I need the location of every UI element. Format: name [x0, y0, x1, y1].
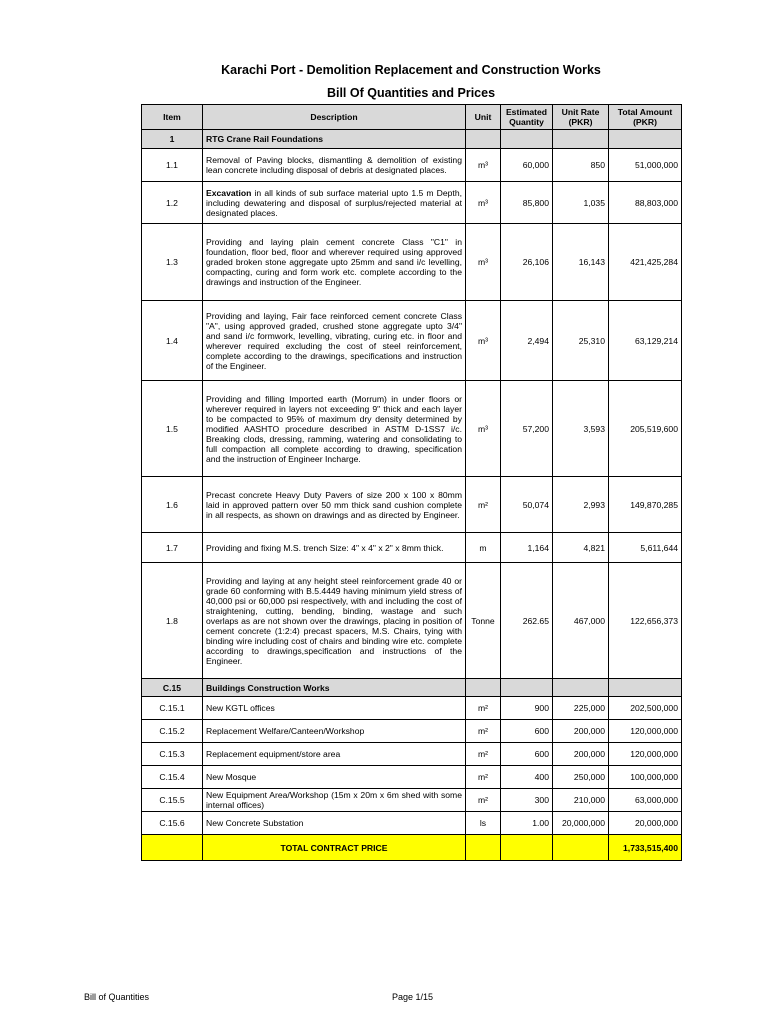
total-amount: 20,000,000 [609, 812, 682, 835]
item-unit: m² [466, 477, 501, 533]
total-empty-cell [553, 835, 609, 861]
table-row [142, 301, 682, 381]
unit-rate: 3,593 [553, 381, 609, 477]
estimated-quantity: 400 [501, 766, 553, 789]
item-unit: m [466, 533, 501, 563]
col-header-unit: Unit [466, 105, 501, 130]
table-row [142, 743, 682, 766]
item-description: RTG Crane Rail Foundations [203, 130, 466, 149]
item-unit [466, 679, 501, 697]
unit-rate: 210,000 [553, 789, 609, 812]
item-unit: ls [466, 812, 501, 835]
bill-of-quantities-table [141, 104, 682, 861]
table-row [142, 381, 682, 477]
unit-rate: 1,035 [553, 182, 609, 224]
table-row [142, 149, 682, 182]
item-description: New Concrete Substation [203, 812, 466, 835]
estimated-quantity: 600 [501, 720, 553, 743]
item-unit: m² [466, 789, 501, 812]
col-header-item: Item [142, 105, 203, 130]
estimated-quantity: 900 [501, 697, 553, 720]
item-description: New Mosque [203, 766, 466, 789]
item-number: 1.7 [142, 533, 203, 563]
total-amount: 63,129,214 [609, 301, 682, 381]
estimated-quantity: 26,106 [501, 224, 553, 301]
footer-page-number: Page 1/15 [392, 992, 434, 1002]
estimated-quantity: 300 [501, 789, 553, 812]
estimated-quantity [501, 679, 553, 697]
item-number: C.15.2 [142, 720, 203, 743]
total-label: TOTAL CONTRACT PRICE [203, 835, 466, 861]
estimated-quantity: 262.65 [501, 563, 553, 679]
unit-rate: 200,000 [553, 720, 609, 743]
description-bold-term: Excavation [206, 187, 252, 198]
item-number: 1.4 [142, 301, 203, 381]
unit-rate: 200,000 [553, 743, 609, 766]
table-row [142, 477, 682, 533]
total-amount [609, 130, 682, 149]
total-amount: 205,519,600 [609, 381, 682, 477]
item-number: 1.6 [142, 477, 203, 533]
total-amount: 122,656,373 [609, 563, 682, 679]
table-row [142, 766, 682, 789]
item-description: Providing and filling Imported earth (Morrum) in under floors or wherever required in layers not exceeding 9" thick and each layer to be compacted to 95% of maximum dry density determined by modified AASHTO procedure described in ASTM D-1SS7 i/c. Breaking clods, dressing, ramming, watering and consolidating to full compaction all complete according to drawing, specification and the instruction of Engineer Incharge. [203, 381, 466, 477]
item-description: Providing and laying plain cement concrete Class "C1" in foundation, floor bed, floor and wherever required using approved graded broken stone aggregate upto 25mm and sand i/c levelling, compacting, curing and form work etc. complete according to the drawings and instruction of the Engineer. [203, 224, 466, 301]
unit-rate [553, 679, 609, 697]
item-unit: m³ [466, 224, 501, 301]
item-description: Providing and fixing M.S. trench Size: 4" x 4" x 2" x 8mm thick. [203, 533, 466, 563]
item-unit: Tonne [466, 563, 501, 679]
estimated-quantity: 1,164 [501, 533, 553, 563]
item-description: Providing and laying at any height steel reinforcement grade 40 or grade 60 conforming with B.5.4449 having minimum yield stress of 40,000 psi or 60,000 psi respectively, with and including the cost of straightening, cutting, bending, binding, wastage and such overlaps as are not shown over the drawings, placing in position of cement concrete (1:2:4) precast spacers, M.S. Chairs, tying with binding wire including cost of chairs and binding wire etc. complete according to drawings,specification and instructions of the Engineer. [203, 563, 466, 679]
item-description [203, 182, 466, 224]
estimated-quantity: 2,494 [501, 301, 553, 381]
unit-rate: 225,000 [553, 697, 609, 720]
item-unit: m³ [466, 301, 501, 381]
document-subtitle: Bill Of Quantities and Prices [326, 86, 496, 100]
section-row [142, 679, 682, 697]
total-amount: 63,000,000 [609, 789, 682, 812]
col-header-estimated-quantity: Estimated Quantity [501, 105, 553, 130]
table-row [142, 182, 682, 224]
unit-rate: 467,000 [553, 563, 609, 679]
item-description: Buildings Construction Works [203, 679, 466, 697]
item-description: New Equipment Area/Workshop (15m x 20m x 6m shed with some internal offices) [203, 789, 466, 812]
item-unit [466, 130, 501, 149]
item-description: Replacement Welfare/Canteen/Workshop [203, 720, 466, 743]
col-header-total-amount: Total Amount (PKR) [609, 105, 682, 130]
item-number: C.15 [142, 679, 203, 697]
table-row [142, 563, 682, 679]
item-description: Precast concrete Heavy Duty Pavers of size 200 x 100 x 80mm laid in approved pattern over 50 mm thick sand cushion complete in all respects, as shown on drawings and as directed by Engineer. [203, 477, 466, 533]
unit-rate: 2,993 [553, 477, 609, 533]
total-empty-cell [501, 835, 553, 861]
total-amount: 51,000,000 [609, 149, 682, 182]
table-row [142, 720, 682, 743]
col-header-description: Description [203, 105, 466, 130]
total-contract-price-row [142, 835, 682, 861]
estimated-quantity: 600 [501, 743, 553, 766]
table-row [142, 697, 682, 720]
table-row [142, 789, 682, 812]
total-amount: 120,000,000 [609, 720, 682, 743]
item-number: 1.2 [142, 182, 203, 224]
total-amount: 202,500,000 [609, 697, 682, 720]
item-unit: m² [466, 697, 501, 720]
item-description: Removal of Paving blocks, dismantling & demolition of existing lean concrete including disposal of debris at designated places. [203, 149, 466, 182]
unit-rate [553, 130, 609, 149]
col-header-unit-rate: Unit Rate (PKR) [553, 105, 609, 130]
table-row [142, 533, 682, 563]
item-unit: m² [466, 743, 501, 766]
item-unit: m³ [466, 381, 501, 477]
estimated-quantity: 1.00 [501, 812, 553, 835]
estimated-quantity: 85,800 [501, 182, 553, 224]
total-amount: 88,803,000 [609, 182, 682, 224]
item-unit: m² [466, 766, 501, 789]
table-header-row [142, 105, 682, 130]
item-number: 1.8 [142, 563, 203, 679]
item-number: C.15.4 [142, 766, 203, 789]
item-number: 1 [142, 130, 203, 149]
total-empty-cell [466, 835, 501, 861]
item-number: 1.5 [142, 381, 203, 477]
item-number: C.15.6 [142, 812, 203, 835]
item-number: 1.1 [142, 149, 203, 182]
total-amount: 5,611,644 [609, 533, 682, 563]
total-amount-value: 1,733,515,400 [609, 835, 682, 861]
unit-rate: 4,821 [553, 533, 609, 563]
total-empty-cell [142, 835, 203, 861]
item-description: New KGTL offices [203, 697, 466, 720]
item-description: Providing and laying, Fair face reinforced cement concrete Class "A", using approved graded, crushed stone aggregate upto 3/4" and sand i/c formwork, levelling, vibrating, curing etc. in floor and wherever required excluding the cost of steel reinforcement, complete according to the drawings, specifications and instruction of the Engineer. [203, 301, 466, 381]
total-amount: 149,870,285 [609, 477, 682, 533]
table-row [142, 224, 682, 301]
unit-rate: 16,143 [553, 224, 609, 301]
unit-rate: 20,000,000 [553, 812, 609, 835]
total-amount [609, 679, 682, 697]
unit-rate: 250,000 [553, 766, 609, 789]
total-amount: 120,000,000 [609, 743, 682, 766]
item-unit: m³ [466, 149, 501, 182]
item-number: C.15.5 [142, 789, 203, 812]
item-number: C.15.3 [142, 743, 203, 766]
unit-rate: 25,310 [553, 301, 609, 381]
description-text: in all kinds of sub surface material upto 1.5 m Depth, including dewatering and disposal of surplus/rejected material at designated places. [206, 187, 462, 218]
unit-rate: 850 [553, 149, 609, 182]
item-number: 1.3 [142, 224, 203, 301]
item-description: Replacement equipment/store area [203, 743, 466, 766]
total-amount: 100,000,000 [609, 766, 682, 789]
section-row [142, 130, 682, 149]
document-title: Karachi Port - Demolition Replacement and Construction Works [221, 63, 601, 77]
estimated-quantity: 57,200 [501, 381, 553, 477]
item-number: C.15.1 [142, 697, 203, 720]
estimated-quantity: 60,000 [501, 149, 553, 182]
item-unit: m² [466, 720, 501, 743]
item-unit: m³ [466, 182, 501, 224]
estimated-quantity [501, 130, 553, 149]
estimated-quantity: 50,074 [501, 477, 553, 533]
footer-document-name: Bill of Quantities [84, 992, 150, 1002]
total-amount: 421,425,284 [609, 224, 682, 301]
table-row [142, 812, 682, 835]
